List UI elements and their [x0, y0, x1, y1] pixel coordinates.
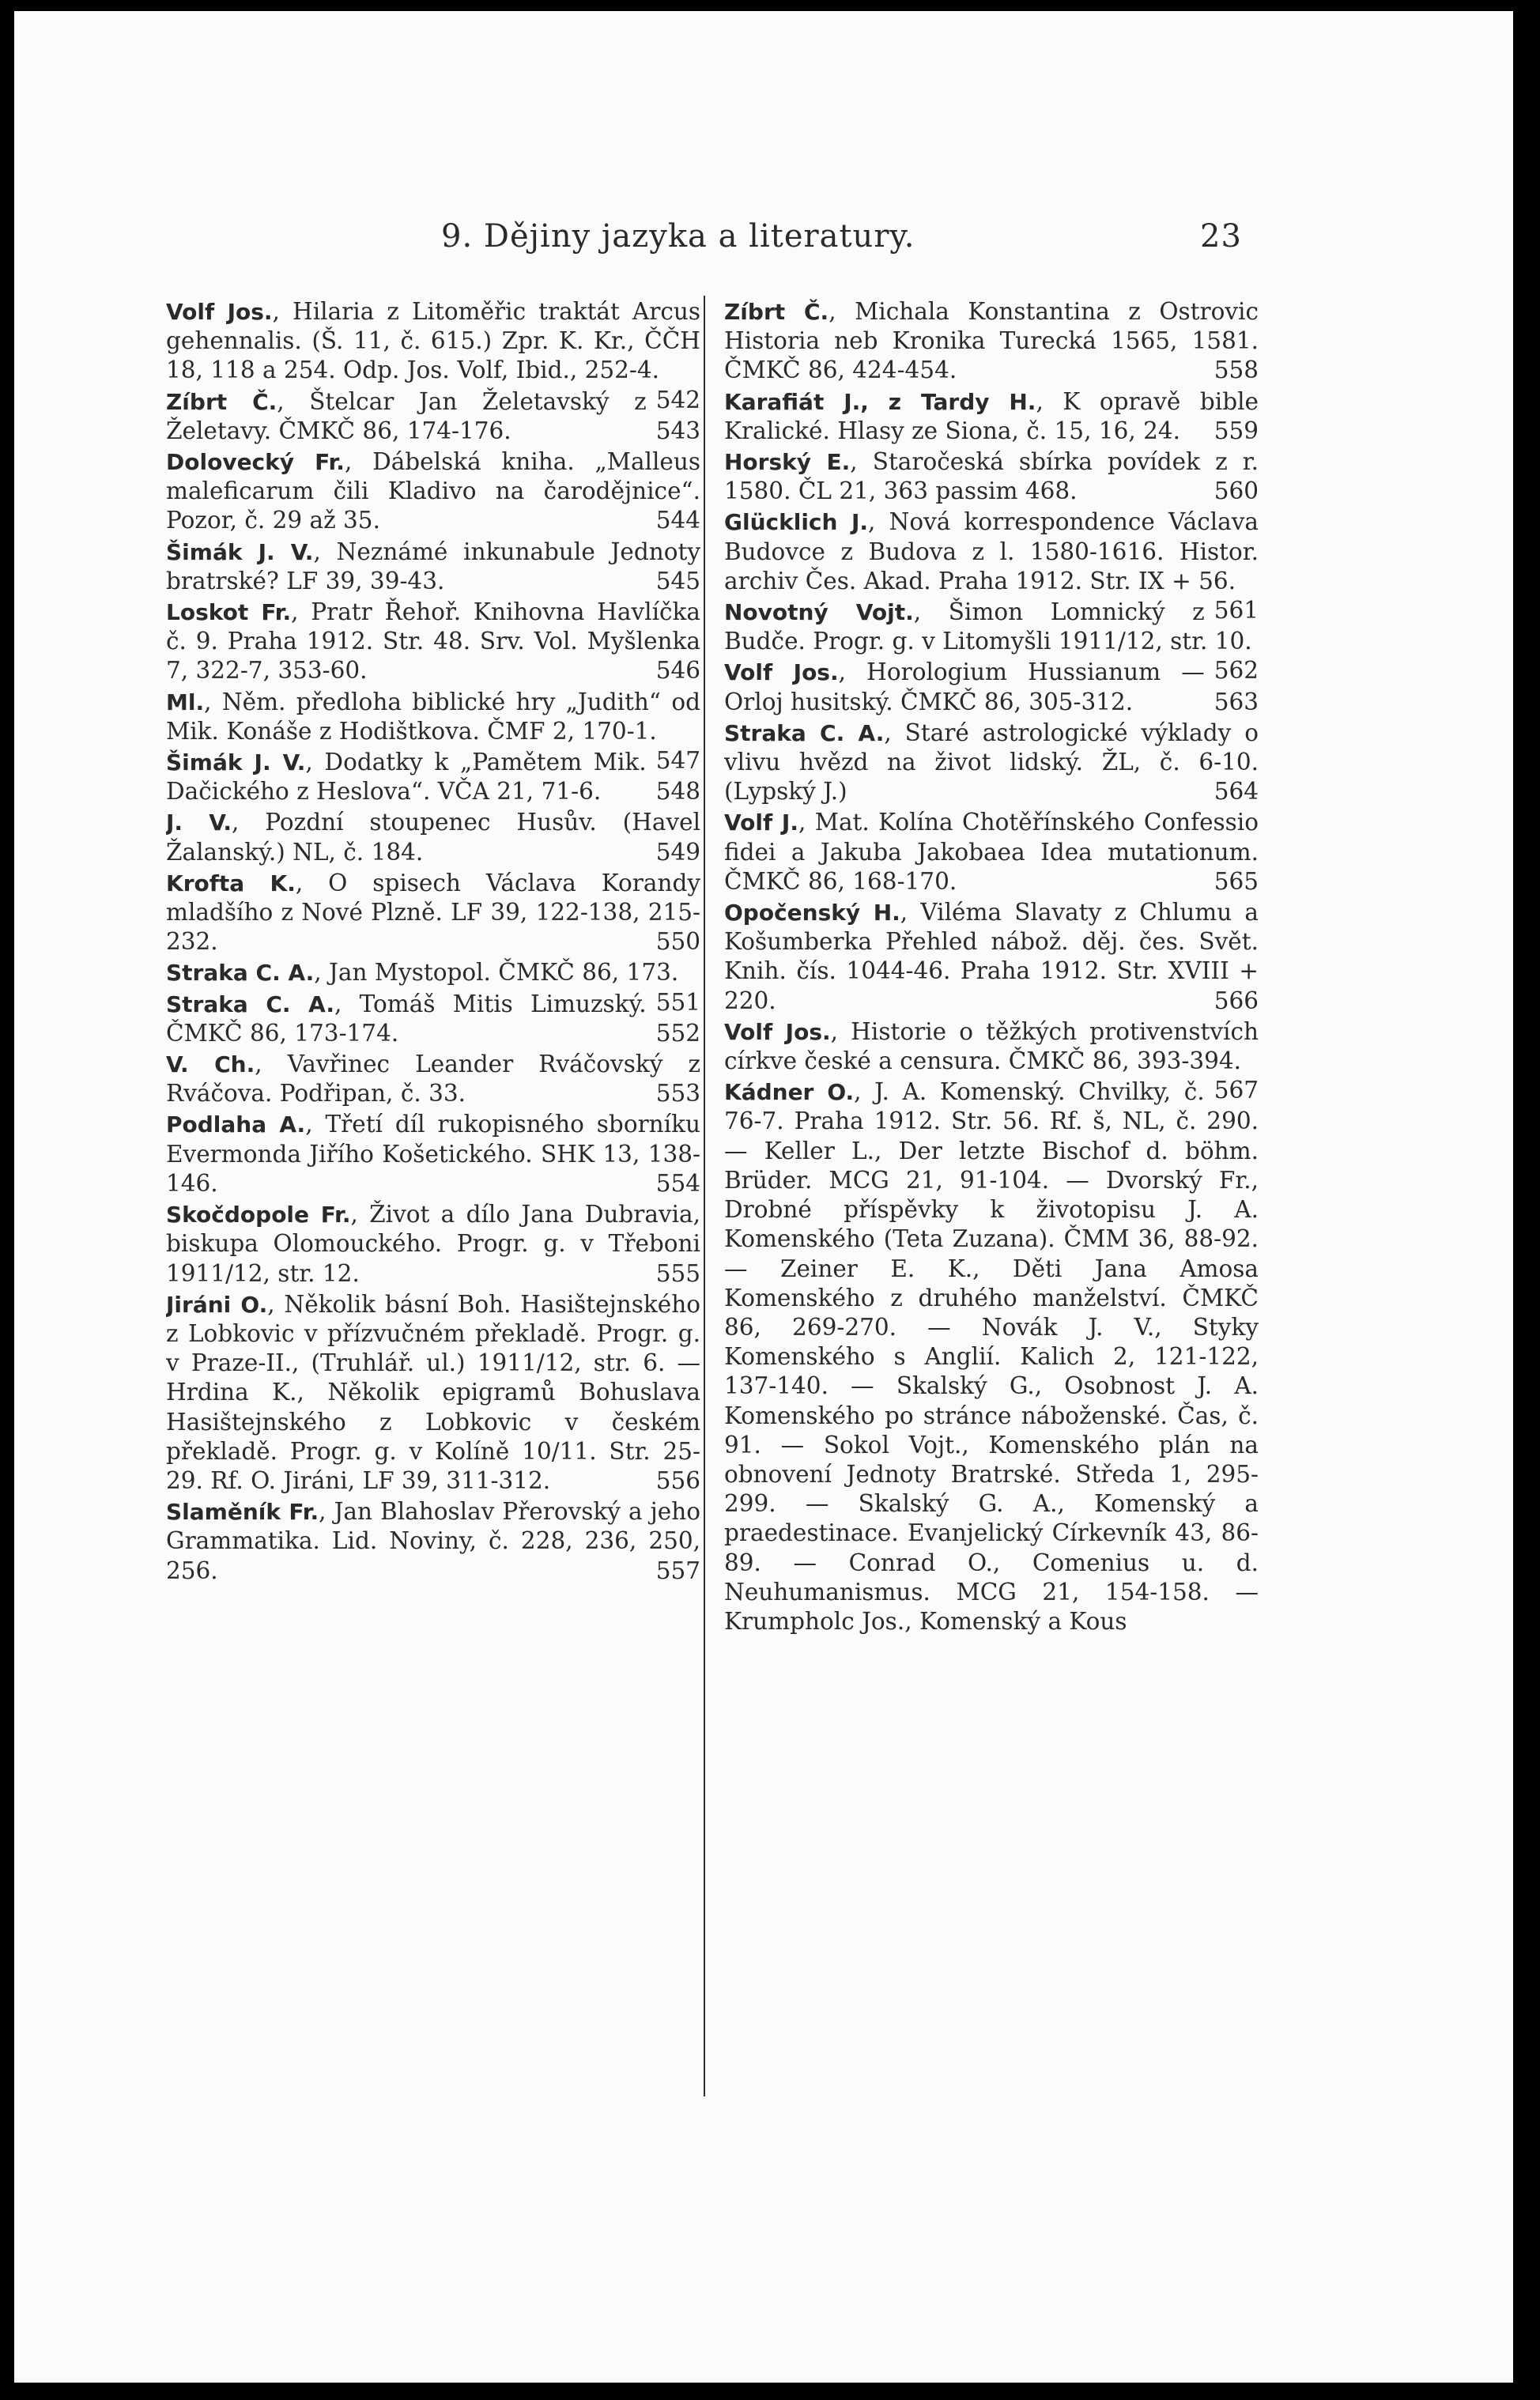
entry-author: Glücklich J. — [724, 509, 869, 536]
entry-number: 563 — [1214, 688, 1259, 715]
entry-number: 546 — [655, 657, 700, 685]
entry-text: , Staročeská sbírka povídek z r. 1580. ČL 21, 363 passim 468. — [724, 448, 1259, 505]
entry-text: , Dábelská kniha. „Malleus maleficarum čili Kladivo na čarodějnice“. Pozor, č. 29 až 35. — [166, 448, 700, 534]
entry-number: 565 — [1214, 867, 1259, 895]
bibliography-entry — [724, 447, 1259, 506]
entry-number: 547 — [655, 747, 700, 775]
entry-text: , Michala Konstantina z Ostrovic Historia neb Kronika Turecká 1565, 1581. ČMKČ 86, 424-454. — [724, 298, 1259, 384]
entry-author: Slaměník Fr. — [166, 1499, 319, 1526]
bibliography-entry — [166, 748, 700, 806]
entry-text: , Viléma Slavaty z Chlumu a Košumberka Přehled nábož. děj. čes. Svět. Knih. čís. 1044-46. Praha 1912. Str. XVIII + 220. — [724, 899, 1259, 1014]
entry-author: V. Ch. — [166, 1051, 255, 1078]
entry-text: , Něm. předloha biblické hry „Judith“ od Mik. Konáše z Hodištkova. ČMF 2, 170-1. — [166, 688, 700, 745]
entry-text: , Historie o těžkých protivenstvích církve české a censura. ČMKČ 86, 393-394. — [724, 1017, 1259, 1075]
entry-text: , Hilaria z Litoměřic traktát Arcus gehennalis. (Š. 11, č. 615.) Zpr. K. Kr., ČČH 18, 118 a 254. Odp. Jos. Volf, Ibid., 252-4. — [166, 298, 700, 384]
bibliography-entry — [166, 808, 700, 866]
bibliography-entry — [724, 808, 1259, 896]
bibliography-entry — [166, 538, 700, 596]
entry-author: Straka C. A. — [724, 719, 885, 746]
entry-number: 564 — [1214, 778, 1259, 806]
entry-number: 555 — [655, 1259, 700, 1287]
bibliography-entry — [166, 1200, 700, 1289]
entry-text: , Tomáš Mitis Limuzský. ČMKČ 86, 173-174. — [166, 990, 647, 1047]
entry-author: Zíbrt Č. — [724, 299, 829, 325]
entry-author: Krofta K. — [166, 870, 296, 896]
entry-author: Jiráni O. — [166, 1291, 268, 1318]
entry-text: , Mat. Kolína Chotěřínského Confessio fidei a Jakuba Jakobaea Idea mutationum. ČMKČ 86, 168-170. — [724, 809, 1259, 895]
entry-text: , Pozdní stoupenec Husův. (Havel Žalanský.) NL, č. 184. — [166, 809, 700, 866]
entry-author: Ml. — [166, 689, 205, 715]
entry-author: Volf Jos. — [724, 659, 839, 686]
entry-number: 560 — [1214, 477, 1259, 505]
entry-text: , J. A. Komenský. Chvilky, č. 76-7. Praha 1912. Str. 56. Rf. š, NL, č. 290. — Keller L., Der letzte Bischof d. böhm. Brüder. MCG 21, 91-104. — Dvorský Fr., Drobné příspěvky k životopisu J. A. Komenského (Teta Zuzana). ČMM 36, 88-92. — Zeiner E. K., Děti Jana Amosa Komenského z druhého manželství. ČMKČ 86, 269-270. — Novák J. V., Styky Komenského s Anglií. Kalich 2, 121-122, 137-140. — Skalský G., Osobnost J. A. Komenského po stránce náboženské. Čas, č. 91. — Sokol Vojt., Komenského plán na obnovení Jednoty Bratrské. Středa 1, 295-299. — Skalský G. A., Komenský a praedestinace. Evanjelický Církevník 43, 86-89. — Conrad O., Comenius u. d. Neuhumanismus. MCG 21, 154-158. — Krumpholc Jos., Komenský a Kous — [724, 1078, 1259, 1635]
bibliography-entry — [724, 387, 1259, 446]
right-column — [724, 297, 1259, 1638]
entry-number: 557 — [655, 1557, 700, 1584]
bibliography-entry — [724, 658, 1259, 716]
entry-author: Volf Jos. — [724, 1018, 831, 1045]
bibliography-entry — [724, 297, 1259, 386]
entry-number: 544 — [655, 507, 700, 534]
bibliography-entry — [166, 387, 700, 446]
book-page — [14, 11, 1513, 2383]
entry-number: 566 — [1214, 987, 1259, 1014]
entry-text: , Několik básní Boh. Hasištejnského z Lobkovic v přízvučném překladě. Progr. g. v Praze-II., (Truhlář. ul.) 1911/12, str. 6. — Hrdina K., Několik epigramů Bohuslava Hasištejnského z Lobkovic v českém překladě. Progr. g. v Kolíně 10/11. Str. 25-29. Rf. O. Jiráni, LF 39, 311-312. — [166, 1290, 700, 1494]
entry-number: 552 — [655, 1019, 700, 1047]
entry-author: Skočdopole Fr. — [166, 1202, 351, 1228]
entry-text: , Štelcar Jan Želetavský z Želetavy. ČMKČ 86, 174-176. — [166, 387, 647, 444]
entry-text: , Vavřinec Leander Rváčovský z Rváčova. Podřipan, č. 33. — [166, 1051, 700, 1108]
entry-text: , Dodatky k „Pamětem Mik. Dačického z Heslova“. VČA 21, 71-6. — [166, 749, 647, 806]
entry-number: 553 — [655, 1080, 700, 1108]
bibliography-entry — [166, 990, 700, 1048]
entry-author: Novotný Vojt. — [724, 599, 914, 626]
bibliography-entry — [724, 1077, 1259, 1636]
left-column — [166, 297, 700, 1587]
entry-number: 561 — [1214, 597, 1259, 625]
bibliography-entry — [166, 598, 700, 686]
entry-author: Loskot Fr. — [166, 599, 292, 626]
entry-number: 554 — [655, 1169, 700, 1197]
entry-number: 542 — [655, 386, 700, 413]
entry-author: Volf Jos. — [166, 299, 273, 325]
bibliography-entry — [166, 958, 700, 1016]
entry-text: , O spisech Václava Korandy mladšího z Nové Plzně. LF 39, 122-138, 215-232. — [166, 869, 700, 956]
entry-text: , Jan Mystopol. ČMKČ 86, 173. — [314, 959, 679, 987]
entry-author: Kádner O. — [724, 1079, 855, 1106]
entry-author: Straka C. A. — [166, 991, 334, 1017]
entry-author: Šimák J. V. — [166, 538, 314, 565]
bibliography-entry — [166, 1497, 700, 1586]
entry-text: , Šimon Lomnický z Budče. Progr. g. v Litomyšli 1911/12, str. 10. — [724, 598, 1252, 655]
entry-text: , K opravě bible Kralické. Hlasy ze Siona, č. 15, 16, 24. — [724, 387, 1259, 444]
entry-author: Zíbrt Č. — [166, 388, 277, 415]
entry-number: 551 — [655, 988, 700, 1016]
entry-author: Straka C. A. — [166, 960, 315, 987]
entry-author: J. V. — [166, 809, 232, 836]
bibliography-entry — [166, 1110, 700, 1198]
running-title: 9. Dějiny jazyka a literatury. — [441, 218, 915, 255]
bibliography-entry — [166, 1290, 700, 1496]
entry-author: Šimák J. V. — [166, 749, 306, 776]
entry-number: 548 — [655, 778, 700, 806]
bibliography-entry — [724, 719, 1259, 807]
entry-number: 558 — [1214, 357, 1259, 384]
entry-number: 543 — [655, 417, 700, 444]
page-header — [14, 218, 1513, 266]
bibliography-entry — [166, 869, 700, 957]
entry-number: 545 — [655, 567, 700, 594]
column-divider — [704, 296, 705, 2096]
entry-number: 550 — [655, 928, 700, 956]
bibliography-entry — [724, 898, 1259, 1016]
entry-text: , Život a dílo Jana Dubravia, biskupa Olomouckého. Progr. g. v Třeboni 1911/12, str. 12. — [166, 1201, 700, 1287]
entry-author: Podlaha A. — [166, 1111, 306, 1138]
entry-text: , Nová korrespondence Václava Budovce z Budova z l. 1580-1616. Histor. archiv Čes. Akad. Praha 1912. Str. IX + 56. — [724, 508, 1259, 594]
entry-text: , Horologium Hussianum — Orloj husitský. ČMKČ 86, 305-312. — [724, 658, 1205, 715]
entry-text: , Staré astrologické výklady o vlivu hvězd na život lidský. ŽL, č. 6-10. (Lypský J.) — [724, 719, 1259, 806]
bibliography-entry — [166, 447, 700, 536]
page-number: 23 — [1200, 218, 1242, 255]
entry-author: Dolovecký Fr. — [166, 449, 345, 476]
entry-text: , Pratr Řehoř. Knihovna Havlíčka č. 9. Praha 1912. Str. 48. Srv. Vol. Myšlenka 7, 322-7, 353-60. — [166, 598, 700, 685]
entry-number: 549 — [655, 838, 700, 866]
entry-text: , Třetí díl rukopisného sborníku Evermonda Jiřího Košetického. SHK 13, 138-146. — [166, 1111, 700, 1197]
entry-author: Opočenský H. — [724, 900, 900, 926]
entry-text: , Jan Blahoslav Přerovský a jeho Grammatika. Lid. Noviny, č. 228, 236, 250, 256. — [166, 1498, 700, 1584]
entry-author: Volf J. — [724, 809, 798, 836]
entry-author: Karafiát J., z Tardy H. — [724, 388, 1036, 415]
entry-number: 562 — [1214, 657, 1259, 685]
entry-number: 556 — [655, 1466, 700, 1494]
entry-number: 567 — [1214, 1077, 1259, 1104]
bibliography-entry — [166, 1050, 700, 1108]
entry-text: , Neznámé inkunabule Jednoty bratrské? LF 39, 39-43. — [166, 538, 700, 594]
entry-number: 559 — [1214, 417, 1259, 444]
entry-author: Horský E. — [724, 449, 851, 476]
